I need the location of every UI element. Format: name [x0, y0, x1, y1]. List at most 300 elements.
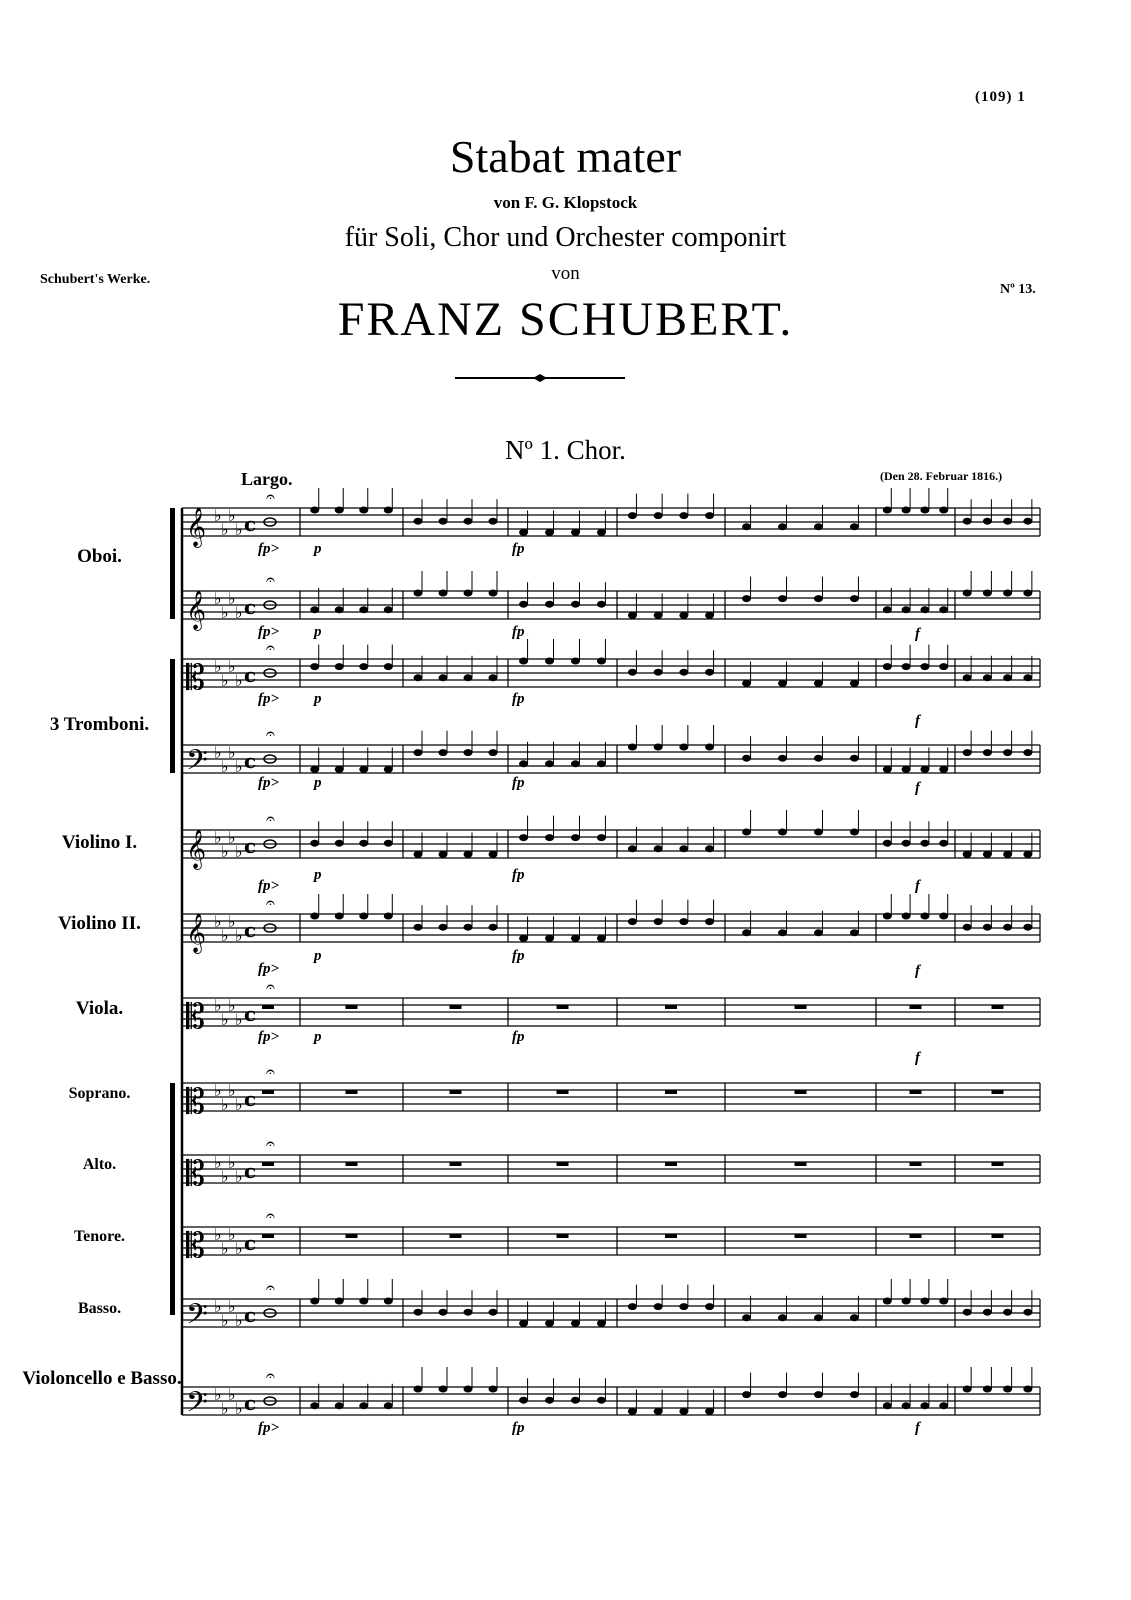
- note-icon: [597, 834, 606, 841]
- dynamic-marking: p: [314, 867, 322, 883]
- note-icon: [414, 518, 423, 525]
- note-icon: [742, 755, 751, 762]
- staff-system: [170, 487, 1040, 1426]
- note-icon: [384, 1402, 393, 1409]
- note-icon: [597, 760, 606, 767]
- rest-icon: [262, 1005, 274, 1009]
- part-label-soprano: Soprano.: [68, 1085, 131, 1102]
- dynamic-marking: f: [915, 626, 920, 642]
- note-icon: [679, 744, 688, 751]
- flat-icon: ♭: [235, 757, 243, 776]
- note-icon: [778, 1391, 787, 1398]
- note-icon: [883, 606, 892, 613]
- note-icon: [920, 913, 929, 920]
- note-icon: [778, 755, 787, 762]
- staff: [182, 724, 1040, 784]
- note-icon: [489, 924, 498, 931]
- note-icon: [439, 518, 448, 525]
- note-icon: [814, 595, 823, 602]
- note-icon: [850, 929, 859, 936]
- dynamic-marking: p: [314, 691, 322, 707]
- clef-icon: 𝄢: [186, 744, 208, 784]
- flat-icon: ♭: [214, 1225, 222, 1244]
- note-icon: [1023, 590, 1032, 597]
- flat-icon: ♭: [214, 828, 222, 847]
- note-icon: [545, 658, 554, 665]
- clef-icon: 𝄢: [186, 1298, 208, 1338]
- note-icon: [814, 523, 823, 530]
- dynamic-marking: fp>: [258, 775, 280, 791]
- note-icon: [963, 1386, 972, 1393]
- title-ornament: [455, 374, 625, 382]
- note-icon: [983, 851, 992, 858]
- note-icon: [519, 935, 528, 942]
- rest-icon: [346, 1162, 358, 1166]
- rest-icon: [450, 1090, 462, 1094]
- note-icon: [384, 663, 393, 670]
- dynamic-marking: p: [314, 775, 322, 791]
- note-icon: [335, 606, 344, 613]
- note-icon: [654, 669, 663, 676]
- note-icon: [439, 674, 448, 681]
- part-label-tenore: Tenore.: [73, 1228, 126, 1245]
- flat-icon: ♭: [214, 589, 222, 608]
- note-icon: [571, 935, 580, 942]
- note-icon: [545, 601, 554, 608]
- note-icon: [939, 1402, 948, 1409]
- note-icon: [850, 1314, 859, 1321]
- note-icon: [654, 918, 663, 925]
- flat-icon: ♭: [221, 1239, 229, 1258]
- time-signature-icon: c: [244, 1391, 257, 1415]
- note-icon: [628, 512, 637, 519]
- staff: [182, 809, 1040, 870]
- note-icon: [414, 851, 423, 858]
- time-signature-icon: c: [244, 1002, 257, 1026]
- flat-icon: ♭: [235, 926, 243, 945]
- note-icon: [519, 658, 528, 665]
- flat-icon: ♭: [221, 1399, 229, 1418]
- note-icon: [963, 674, 972, 681]
- dynamic-marking: p: [314, 948, 322, 964]
- flat-icon: ♭: [221, 926, 229, 945]
- note-icon: [335, 1402, 344, 1409]
- note-icon: [983, 518, 992, 525]
- fermata-icon: 𝄐: [266, 893, 275, 912]
- note-icon: [939, 606, 948, 613]
- flat-icon: ♭: [214, 506, 222, 525]
- fermata-icon: 𝄐: [266, 809, 275, 828]
- note-icon: [384, 606, 393, 613]
- note-icon: [414, 749, 423, 756]
- note-icon: [902, 766, 911, 773]
- flat-icon: ♭: [228, 1081, 236, 1100]
- note-icon: [705, 845, 714, 852]
- note-icon: [814, 680, 823, 687]
- note-icon: [597, 601, 606, 608]
- fermata-icon: 𝄐: [266, 724, 275, 743]
- part-label-viola: Viola.: [75, 998, 124, 1019]
- time-signature-icon: c: [244, 834, 257, 858]
- note-icon: [384, 913, 393, 920]
- note-icon: [850, 829, 859, 836]
- note-icon: [597, 1397, 606, 1404]
- note-icon: [983, 1309, 992, 1316]
- flat-icon: ♭: [228, 1385, 236, 1404]
- staff: [182, 1278, 1040, 1338]
- note-icon: [654, 512, 663, 519]
- note-icon: [920, 1298, 929, 1305]
- note-icon: [705, 918, 714, 925]
- rest-icon: [557, 1090, 569, 1094]
- dynamic-marking: f: [915, 780, 920, 796]
- note-icon: [920, 840, 929, 847]
- note-icon: [742, 1391, 751, 1398]
- fermata-icon: 𝄐: [266, 1062, 275, 1081]
- note-icon: [742, 929, 751, 936]
- fermata-icon: 𝄐: [266, 977, 275, 996]
- flat-icon: ♭: [228, 912, 236, 931]
- note-icon: [920, 663, 929, 670]
- staff: [182, 1206, 1040, 1266]
- flat-icon: ♭: [221, 671, 229, 690]
- note-icon: [464, 518, 473, 525]
- note-icon: [464, 674, 473, 681]
- composer-name: FRANZ SCHUBERT.: [337, 293, 794, 346]
- note-icon: [902, 1402, 911, 1409]
- choir-bracket: [170, 1083, 175, 1315]
- dynamic-marking: f: [915, 963, 920, 979]
- note-icon: [1023, 749, 1032, 756]
- dynamic-marking: fp>: [258, 624, 280, 640]
- staff: [182, 487, 1040, 548]
- note-icon: [571, 834, 580, 841]
- note-icon: [439, 851, 448, 858]
- clef-icon: 𝄞: [186, 590, 207, 630]
- part-label-alto: Alto.: [82, 1156, 117, 1173]
- note-icon: [384, 1298, 393, 1305]
- note-icon: [335, 913, 344, 920]
- time-signature-icon: c: [244, 1087, 257, 1111]
- part-label-tromboni: 3 Tromboni.: [49, 714, 150, 735]
- note-icon: [335, 507, 344, 514]
- dynamic-marking: f: [915, 878, 920, 894]
- note-icon: [1003, 674, 1012, 681]
- note-icon: [439, 1309, 448, 1316]
- note-icon: [384, 840, 393, 847]
- note-icon: [335, 766, 344, 773]
- rest-icon: [450, 1005, 462, 1009]
- note-icon: [359, 913, 368, 920]
- note-icon: [1003, 590, 1012, 597]
- clef-icon: 𝄡: [186, 1082, 205, 1122]
- flat-icon: ♭: [228, 589, 236, 608]
- note-icon: [414, 590, 423, 597]
- note-icon: [464, 1386, 473, 1393]
- note-icon: [439, 749, 448, 756]
- note-icon: [742, 829, 751, 836]
- note-icon: [778, 929, 787, 936]
- note-icon: [464, 1309, 473, 1316]
- rest-icon: [910, 1005, 922, 1009]
- staff: [182, 1366, 1040, 1426]
- flat-icon: ♭: [221, 1311, 229, 1330]
- note-icon: [983, 749, 992, 756]
- time-signature-icon: c: [244, 1231, 257, 1255]
- note-icon: [778, 680, 787, 687]
- note-icon: [883, 1298, 892, 1305]
- note-icon: [778, 595, 787, 602]
- dynamic-marking: fp>: [258, 691, 280, 707]
- note-icon: [489, 749, 498, 756]
- flat-icon: ♭: [214, 1081, 222, 1100]
- note-icon: [902, 913, 911, 920]
- rest-icon: [262, 1090, 274, 1094]
- clef-icon: 𝄡: [186, 1226, 205, 1266]
- rest-icon: [992, 1005, 1004, 1009]
- flat-icon: ♭: [228, 996, 236, 1015]
- note-icon: [654, 744, 663, 751]
- note-icon: [850, 595, 859, 602]
- flat-icon: ♭: [214, 743, 222, 762]
- clef-icon: 𝄡: [186, 658, 205, 698]
- fermata-icon: 𝄐: [266, 570, 275, 589]
- note-icon: [1003, 924, 1012, 931]
- note-icon: [384, 507, 393, 514]
- time-signature-icon: c: [244, 512, 257, 536]
- note-icon: [519, 529, 528, 536]
- dynamic-marking: p: [314, 1029, 322, 1045]
- rest-icon: [910, 1090, 922, 1094]
- note-icon: [628, 1408, 637, 1415]
- piece-description: für Soli, Chor und Orchester componirt: [344, 222, 787, 253]
- flat-icon: ♭: [228, 657, 236, 676]
- note-icon: [705, 1303, 714, 1310]
- clef-icon: 𝄞: [186, 829, 207, 869]
- note-icon: [489, 590, 498, 597]
- note-icon: [983, 590, 992, 597]
- note-icon: [705, 512, 714, 519]
- note-icon: [1003, 1386, 1012, 1393]
- oboe-bracket: [170, 508, 175, 619]
- note-icon: [920, 766, 929, 773]
- note-icon: [545, 834, 554, 841]
- note-icon: [1003, 749, 1012, 756]
- note-icon: [439, 924, 448, 931]
- note-icon: [571, 1320, 580, 1327]
- note-icon: [679, 612, 688, 619]
- note-icon: [1003, 518, 1012, 525]
- dynamic-marking: p: [314, 541, 322, 557]
- flat-icon: ♭: [235, 520, 243, 539]
- note-icon: [1023, 1386, 1032, 1393]
- dynamic-marking: fp: [512, 1420, 525, 1436]
- note-icon: [519, 834, 528, 841]
- note-icon: [679, 1303, 688, 1310]
- note-icon: [571, 601, 580, 608]
- note-icon: [920, 507, 929, 514]
- note-icon: [963, 851, 972, 858]
- note-icon: [597, 658, 606, 665]
- flat-icon: ♭: [214, 912, 222, 931]
- note-icon: [359, 840, 368, 847]
- note-icon: [742, 680, 751, 687]
- note-icon: [545, 935, 554, 942]
- text-author: von F. G. Klopstock: [493, 193, 638, 212]
- rest-icon: [346, 1234, 358, 1238]
- rest-icon: [665, 1162, 677, 1166]
- dynamic-marking: fp: [512, 948, 525, 964]
- dynamic-marking: fp: [512, 1029, 525, 1045]
- clef-icon: 𝄞: [186, 913, 207, 953]
- flat-icon: ♭: [221, 1167, 229, 1186]
- note-icon: [963, 1309, 972, 1316]
- note-icon: [519, 1397, 528, 1404]
- note-icon: [628, 1303, 637, 1310]
- note-icon: [705, 1408, 714, 1415]
- note-icon: [464, 851, 473, 858]
- rest-icon: [992, 1162, 1004, 1166]
- note-icon: [814, 929, 823, 936]
- note-icon: [489, 851, 498, 858]
- dynamic-marking: fp>: [258, 961, 280, 977]
- note-icon: [545, 760, 554, 767]
- time-signature-icon: c: [244, 1159, 257, 1183]
- note-icon: [310, 1402, 319, 1409]
- staff: [182, 638, 1040, 698]
- page-number: (109) 1: [975, 89, 1026, 105]
- flat-icon: ♭: [235, 1311, 243, 1330]
- time-signature-icon: c: [244, 918, 257, 942]
- clef-icon: 𝄞: [186, 507, 207, 547]
- flat-icon: ♭: [235, 671, 243, 690]
- dynamic-marking: f: [915, 713, 920, 729]
- note-icon: [705, 744, 714, 751]
- note-icon: [597, 529, 606, 536]
- note-icon: [902, 663, 911, 670]
- rest-icon: [992, 1090, 1004, 1094]
- von-line: von: [551, 263, 580, 284]
- note-icon: [939, 507, 948, 514]
- fermata-icon: 𝄐: [266, 638, 275, 657]
- dynamic-marking: fp: [512, 775, 525, 791]
- note-icon: [310, 606, 319, 613]
- note-icon: [519, 1320, 528, 1327]
- note-icon: [983, 1386, 992, 1393]
- note-icon: [310, 1298, 319, 1305]
- flat-icon: ♭: [235, 603, 243, 622]
- note-icon: [414, 674, 423, 681]
- note-icon: [654, 845, 663, 852]
- note-icon: [414, 924, 423, 931]
- rest-icon: [557, 1162, 569, 1166]
- note-icon: [742, 595, 751, 602]
- note-icon: [489, 1309, 498, 1316]
- note-icon: [883, 840, 892, 847]
- rest-icon: [665, 1090, 677, 1094]
- note-icon: [519, 601, 528, 608]
- rest-icon: [346, 1090, 358, 1094]
- fermata-icon: 𝄐: [266, 487, 275, 506]
- flat-icon: ♭: [214, 1153, 222, 1172]
- note-icon: [545, 1320, 554, 1327]
- note-icon: [883, 1402, 892, 1409]
- note-icon: [939, 663, 948, 670]
- flat-icon: ♭: [228, 1297, 236, 1316]
- note-icon: [628, 918, 637, 925]
- rest-icon: [992, 1234, 1004, 1238]
- note-icon: [983, 674, 992, 681]
- flat-icon: ♭: [214, 1385, 222, 1404]
- note-icon: [571, 529, 580, 536]
- note-icon: [654, 612, 663, 619]
- flat-icon: ♭: [221, 1010, 229, 1029]
- note-icon: [654, 1303, 663, 1310]
- flat-icon: ♭: [228, 1225, 236, 1244]
- note-icon: [778, 1314, 787, 1321]
- staff: [182, 1134, 1040, 1194]
- note-icon: [571, 1397, 580, 1404]
- note-icon: [489, 1386, 498, 1393]
- fermata-icon: 𝄐: [266, 1206, 275, 1225]
- note-icon: [414, 1386, 423, 1393]
- rest-icon: [910, 1162, 922, 1166]
- rest-icon: [262, 1234, 274, 1238]
- note-icon: [742, 523, 751, 530]
- dynamic-marking: fp>: [258, 1420, 280, 1436]
- flat-icon: ♭: [214, 1297, 222, 1316]
- flat-icon: ♭: [221, 603, 229, 622]
- note-icon: [1023, 851, 1032, 858]
- clef-icon: 𝄡: [186, 997, 205, 1037]
- note-icon: [359, 663, 368, 670]
- rest-icon: [795, 1234, 807, 1238]
- note-icon: [920, 606, 929, 613]
- flat-icon: ♭: [235, 1010, 243, 1029]
- work-number: Nº 13.: [1000, 282, 1036, 297]
- dynamic-marking: fp>: [258, 541, 280, 557]
- note-icon: [310, 913, 319, 920]
- note-icon: [310, 766, 319, 773]
- note-icon: [439, 590, 448, 597]
- note-icon: [545, 529, 554, 536]
- note-icon: [939, 1298, 948, 1305]
- note-icon: [571, 760, 580, 767]
- note-icon: [902, 507, 911, 514]
- note-icon: [939, 766, 948, 773]
- note-icon: [920, 1402, 929, 1409]
- note-icon: [679, 512, 688, 519]
- note-icon: [597, 1320, 606, 1327]
- flat-icon: ♭: [235, 1095, 243, 1114]
- note-icon: [654, 1408, 663, 1415]
- note-icon: [883, 663, 892, 670]
- note-icon: [628, 845, 637, 852]
- note-icon: [335, 1298, 344, 1305]
- note-icon: [902, 606, 911, 613]
- note-icon: [883, 766, 892, 773]
- dynamic-marking: fp: [512, 624, 525, 640]
- rest-icon: [557, 1005, 569, 1009]
- note-icon: [628, 612, 637, 619]
- note-icon: [597, 935, 606, 942]
- note-icon: [571, 658, 580, 665]
- rest-icon: [450, 1234, 462, 1238]
- composition-date: (Den 28. Februar 1816.): [880, 469, 1003, 483]
- note-icon: [742, 1314, 751, 1321]
- note-icon: [814, 1314, 823, 1321]
- staff: [182, 570, 1040, 631]
